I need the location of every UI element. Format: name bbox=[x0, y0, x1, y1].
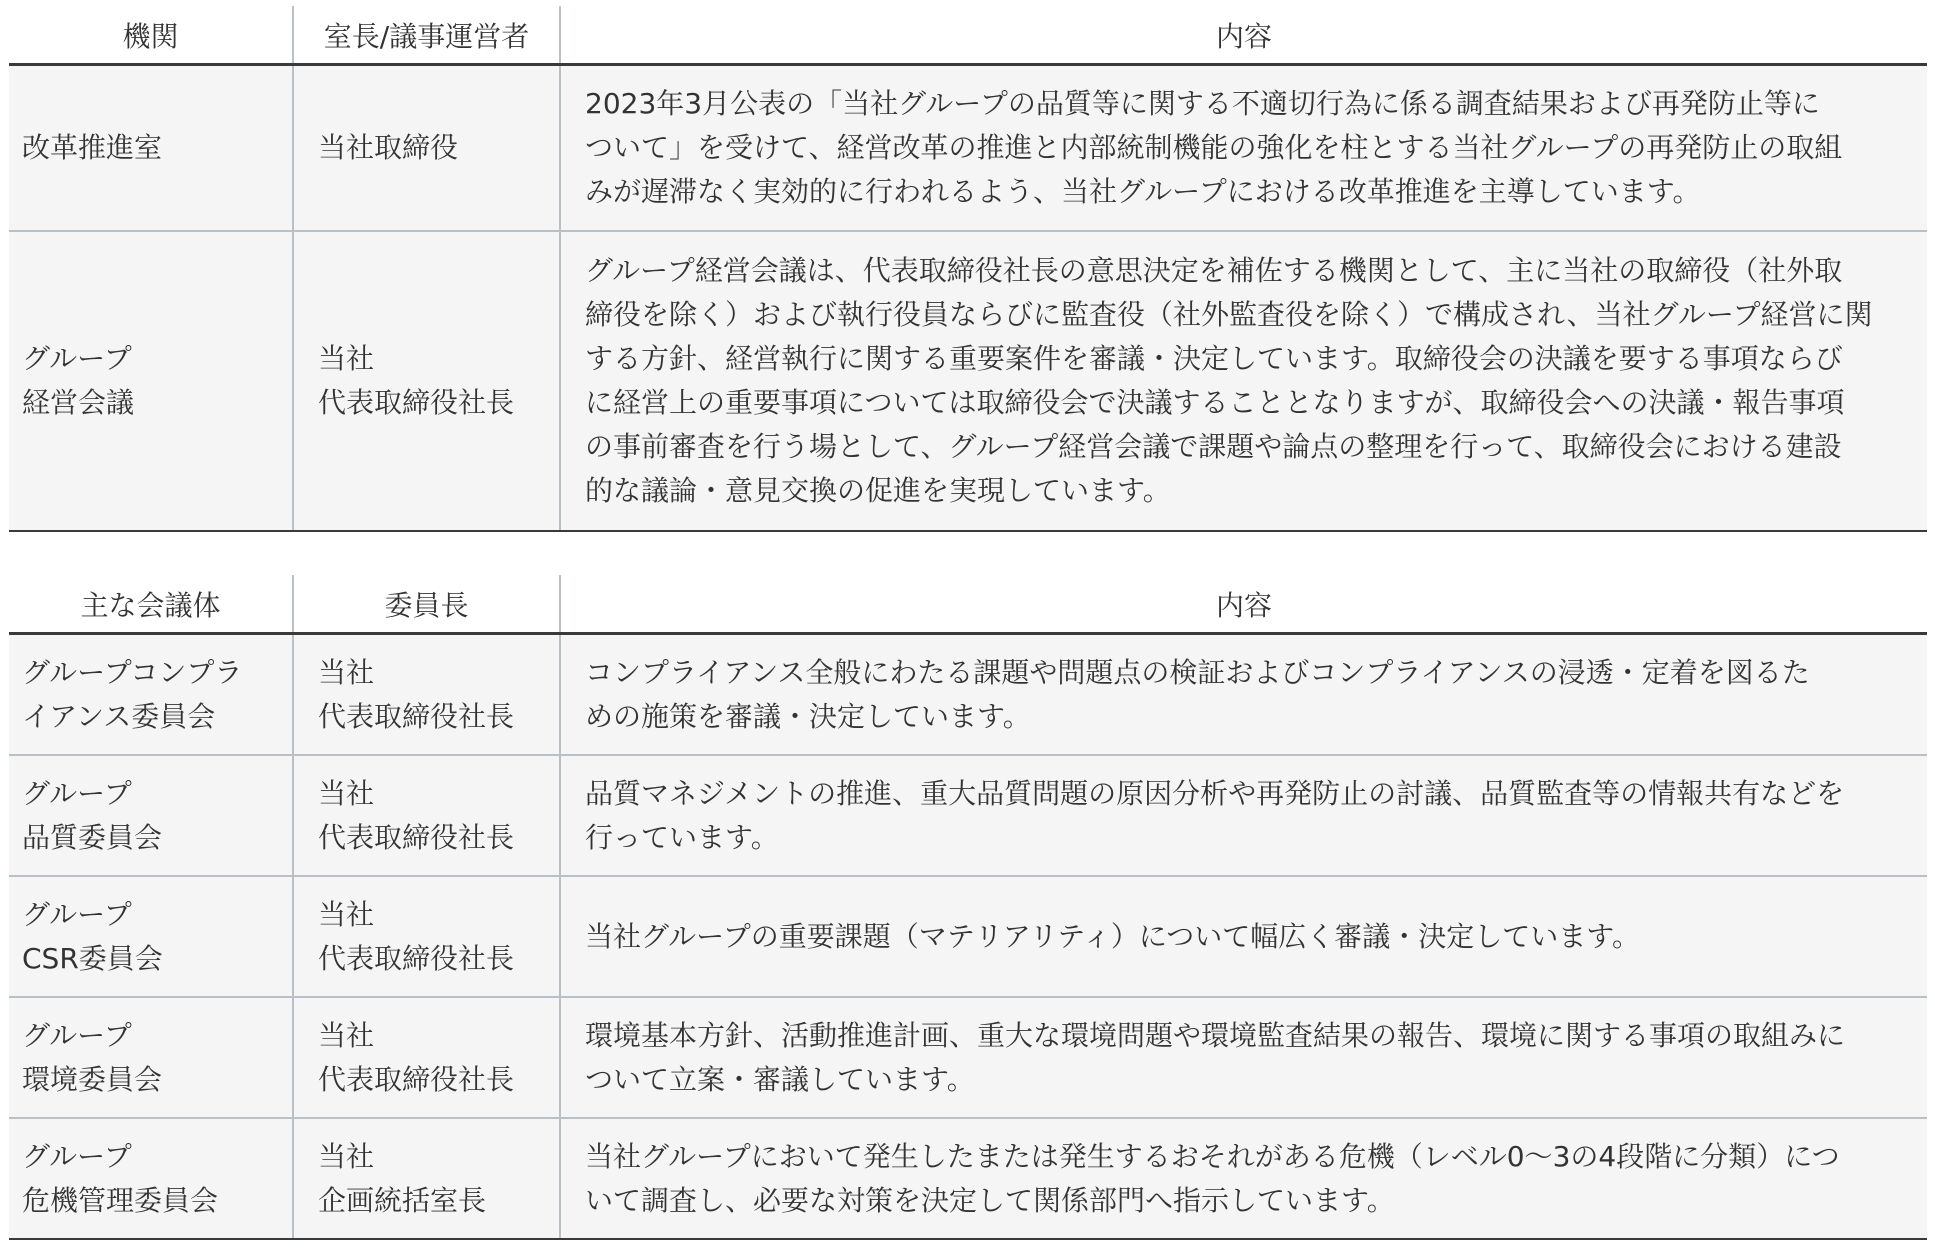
committee-name: 品質委員会 bbox=[22, 820, 163, 854]
chair-name: 当社 bbox=[318, 1018, 375, 1052]
committee-name: グループ bbox=[22, 897, 132, 931]
header-committee-chair: 委員長 bbox=[293, 575, 560, 634]
header-content: 内容 bbox=[560, 575, 1927, 634]
description-line: コンプライアンス全般にわたる課題や問題点の検証およびコンプライアンスの浸透・定着を図るた bbox=[585, 655, 1810, 689]
header-organization: 機関 bbox=[9, 6, 293, 65]
committee-name-cell bbox=[9, 997, 293, 1118]
meeting-body-table bbox=[9, 575, 1927, 1240]
description-line: 2023年3月公表の「当社グループの品質等に関する不適切行為に係る調査結果および再発防止等に bbox=[585, 87, 1820, 120]
description-line: の事前審査を行う場として、グループ経営会議で課題や論点の整理を行って、取締役会における建設 bbox=[585, 430, 1842, 463]
description-line: グループ経営会議は、代表取締役社長の意思決定を補佐する機関として、主に当社の取締役（社外取 bbox=[585, 254, 1843, 287]
description-line: ついて立案・審議しています。 bbox=[585, 1062, 975, 1096]
description-cell bbox=[560, 1118, 1927, 1239]
chair-name: 代表取締役社長 bbox=[318, 386, 515, 419]
chair-name: 当社 bbox=[318, 342, 375, 375]
header-chair: 室長/議事運営者 bbox=[293, 6, 560, 65]
chair-cell bbox=[293, 65, 560, 232]
description-line: めの施策を審議・決定しています。 bbox=[585, 699, 1031, 733]
table-header-row bbox=[9, 575, 1927, 634]
table-row bbox=[9, 65, 1927, 232]
chair-name: 当社 bbox=[318, 655, 375, 689]
table-row bbox=[9, 876, 1927, 997]
committee-name: CSR委員会 bbox=[22, 941, 163, 975]
committee-name-cell bbox=[9, 1118, 293, 1239]
chair-cell bbox=[293, 876, 560, 997]
committee-name: グループ bbox=[22, 1018, 132, 1052]
description-line: 行っています。 bbox=[585, 820, 779, 854]
org-name: グループ bbox=[22, 342, 132, 375]
description-cell bbox=[560, 65, 1927, 232]
org-name: 改革推進室 bbox=[22, 131, 163, 164]
description-cell bbox=[560, 876, 1927, 997]
description-line: 当社グループにおいて発生したまたは発生するおそれがある危機（レベル0～3の4段階に分類）につ bbox=[585, 1139, 1840, 1173]
committee-name-cell bbox=[9, 755, 293, 876]
description-line: 当社グループの重要課題（マテリアリティ）について幅広く審議・決定しています。 bbox=[585, 919, 1641, 953]
committee-name: 環境委員会 bbox=[22, 1062, 163, 1096]
table-row bbox=[9, 231, 1927, 531]
description-line: 締役を除く）および執行役員ならびに監査役（社外監査役を除く）で構成され、当社グループ経営に関 bbox=[585, 298, 1873, 331]
description-cell bbox=[560, 634, 1927, 756]
org-name-cell bbox=[9, 231, 293, 531]
chair-cell bbox=[293, 1118, 560, 1239]
chair-cell bbox=[293, 755, 560, 876]
description-line: 環境基本方針、活動推進計画、重大な環境問題や環境監査結果の報告、環境に関する事項の取組みに bbox=[585, 1018, 1846, 1052]
description-line: する方針、経営執行に関する重要案件を審議・決定しています。取締役会の決議を要する事項ならび bbox=[585, 342, 1843, 375]
description-line: に経営上の重要事項については取締役会で決議することとなりますが、取締役会への決議・報告事項 bbox=[585, 386, 1845, 419]
description-line: みが遅滞なく実効的に行われるよう、当社グループにおける改革推進を主導しています。 bbox=[585, 175, 1701, 208]
table-header-row bbox=[9, 6, 1927, 65]
description-line: 品質マネジメントの推進、重大品質問題の原因分析や再発防止の討議、品質監査等の情報共有などを bbox=[585, 776, 1845, 810]
org-name: 経営会議 bbox=[22, 386, 135, 419]
chair-name: 企画統括室長 bbox=[318, 1183, 487, 1217]
chair-cell bbox=[293, 997, 560, 1118]
description-line: ついて」を受けて、経営改革の推進と内部統制機能の強化を柱とする当社グループの再発防止の取組 bbox=[585, 131, 1843, 164]
committee-name-cell bbox=[9, 876, 293, 997]
description-line: いて調査し、必要な対策を決定して関係部門へ指示しています。 bbox=[585, 1183, 1395, 1217]
chair-cell bbox=[293, 634, 560, 756]
description-cell bbox=[560, 755, 1927, 876]
chair-name: 代表取締役社長 bbox=[318, 941, 515, 975]
chair-name: 代表取締役社長 bbox=[318, 820, 515, 854]
chair-name: 当社 bbox=[318, 776, 375, 810]
committee-name: 危機管理委員会 bbox=[22, 1183, 219, 1217]
table-row bbox=[9, 755, 1927, 876]
committee-name: グループ bbox=[22, 1139, 132, 1173]
committee-name: グループ bbox=[22, 776, 132, 810]
header-content: 内容 bbox=[560, 6, 1927, 65]
organization-table bbox=[9, 6, 1927, 532]
chair-name: 当社取締役 bbox=[318, 131, 459, 164]
chair-name: 当社 bbox=[318, 1139, 375, 1173]
org-name-cell bbox=[9, 65, 293, 232]
chair-name: 代表取締役社長 bbox=[318, 699, 515, 733]
header-meeting-body: 主な会議体 bbox=[9, 575, 293, 634]
committee-name-cell bbox=[9, 634, 293, 756]
committee-name: グループコンプラ bbox=[22, 655, 243, 689]
chair-cell bbox=[293, 231, 560, 531]
table-row bbox=[9, 1118, 1927, 1239]
description-line: 的な議論・意見交換の促進を実現しています。 bbox=[585, 474, 1171, 507]
table-row bbox=[9, 997, 1927, 1118]
chair-name: 当社 bbox=[318, 897, 375, 931]
committee-name: イアンス委員会 bbox=[22, 699, 216, 733]
description-cell bbox=[560, 231, 1927, 531]
chair-name: 代表取締役社長 bbox=[318, 1062, 515, 1096]
table-row bbox=[9, 634, 1927, 756]
description-cell bbox=[560, 997, 1927, 1118]
